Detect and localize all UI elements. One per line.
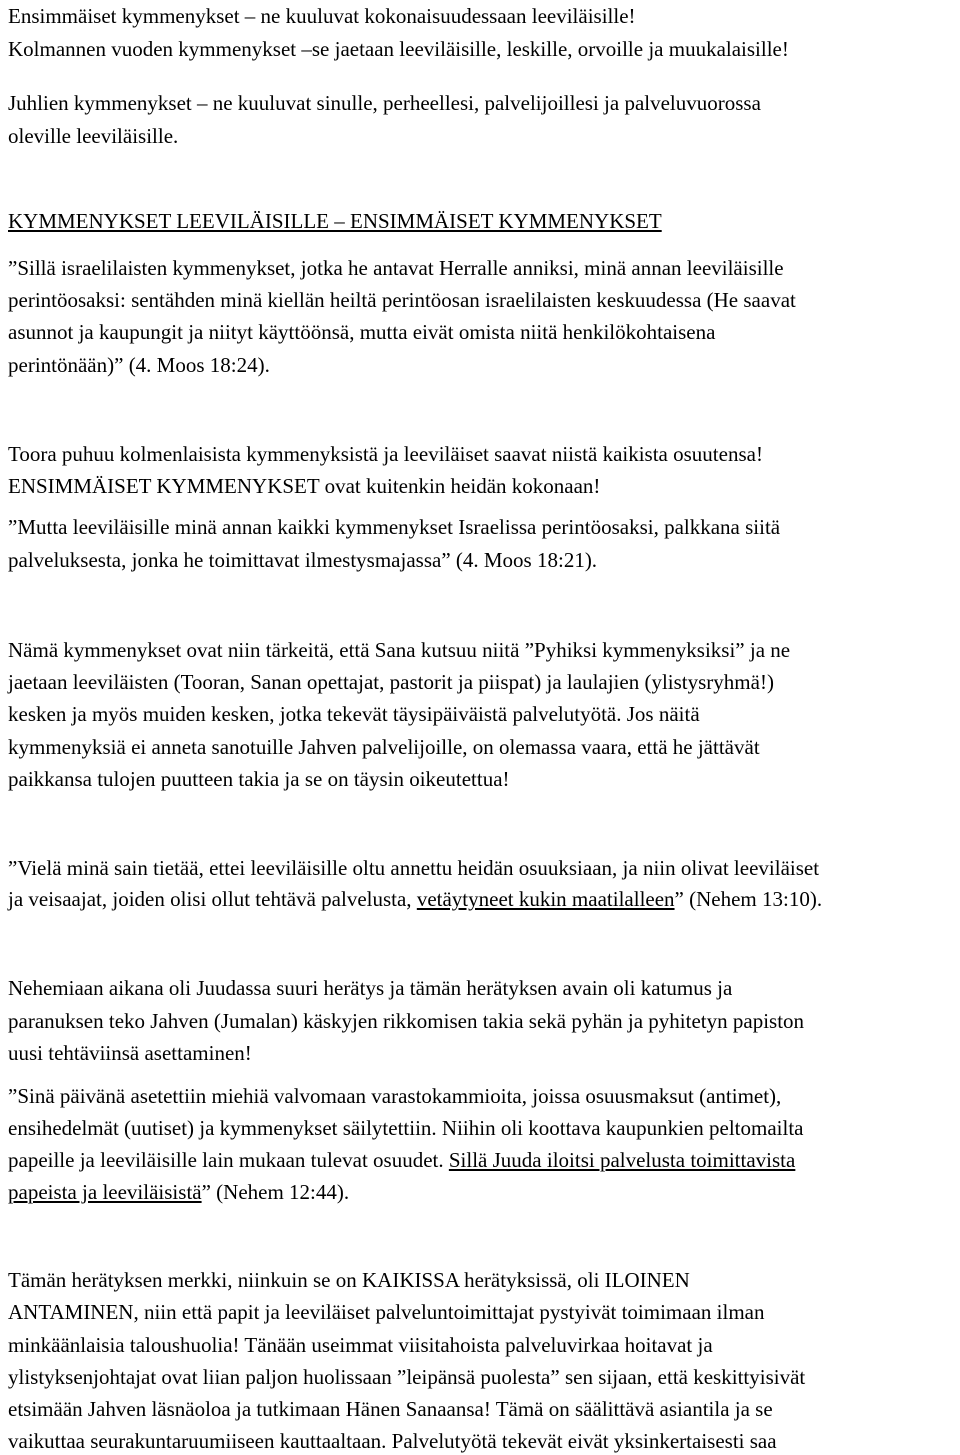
para-revival-line-6: vaikuttaa seurakuntaruumiiseen kauttaaltaan. Palvelutyötä tekevät eivät yksinkertaisesti saa: [8, 1429, 777, 1453]
quote-neh12-44-line-2: ensihedelmät (uutiset) ja kymmenykset säilytettiin. Niihin oli koottava kaupunkien peltomailta: [8, 1116, 804, 1140]
para-nehemiah-line-2: paranuksen teko Jahven (Jumalan) käskyjen rikkomisen takia sekä pyhän ja pyhitetyn papiston: [8, 1009, 805, 1033]
para-revival-line-2: ANTAMINEN, niin että papit ja leeviläiset palveluntoimittajat pystyivät toimimaan ilman: [8, 1300, 765, 1324]
para-holy-tithes-line-1: Nämä kymmenykset ovat niin tärkeitä, että Sana kutsuu niitä ”Pyhiksi kymmenyksiksi” ja ne: [8, 638, 791, 662]
quote-neh13-10-line-2: [8, 887, 822, 911]
intro-line-2: Kolmannen vuoden kymmenykset –se jaetaan leeviläisille, leskille, orvoille ja muukalaisille!: [8, 37, 789, 61]
quote-num18-21-line-1: ”Mutta leeviläisille minä annan kaikki kymmenykset Israelissa perintöosaksi, palkkana siitä: [8, 515, 781, 539]
quote-num18-21-line-2: palveluksesta, jonka he toimittavat ilmestysmajassa” (4. Moos 18:21).: [8, 548, 598, 572]
quote-num18-24-line-4: perintönään)” (4. Moos 18:24).: [8, 353, 270, 377]
para-holy-tithes-line-2: jaetaan leeviläisten (Tooran, Sanan opettajat, pastorit ja piispat) ja laulajien (ylistysryhmä!): [8, 670, 774, 694]
quote-num18-24-line-1: ”Sillä israelilaisten kymmenykset, jotka he antavat Herralle anniksi, minä annan leeviläisille: [8, 256, 784, 280]
para-holy-tithes-line-5: paikkansa tulojen puutteen takia ja se on täysin oikeutettua!: [8, 767, 510, 791]
para-nehemiah-line-1: Nehemiaan aikana oli Juudassa suuri herätys ja tämän herätyksen avain oli katumus ja: [8, 976, 733, 1000]
underlined-phrase: papeista ja leeviläisistä: [8, 1180, 202, 1204]
para-revival-line-1: Tämän herätyksen merkki, niinkuin se on KAIKISSA herätyksissä, oli ILOINEN: [8, 1268, 690, 1292]
para-revival-line-3: minkäänlaisia taloushuolia! Tänään useimmat viisitahoista palveluvirkaa hoitavat ja: [8, 1333, 713, 1357]
underlined-phrase: Sillä Juuda iloitsi palvelusta toimittavista: [448, 1148, 796, 1172]
para-three-kinds-line-2: ENSIMMÄISET KYMMENYKSET ovat kuitenkin heidän kokonaan!: [8, 474, 601, 498]
para-holy-tithes-line-3: kesken ja myös muiden kesken, jotka tekevät täysipäiväistä palvelutyötä. Jos näitä: [8, 702, 700, 726]
para-three-kinds-line-1: Toora puhuu kolmenlaisista kymmenyksistä ja leeviläiset saavat niistä kaikista osuutensa!: [8, 442, 763, 466]
para-nehemiah-line-3: uusi tehtäviinsä asettaminen!: [8, 1041, 252, 1065]
quote-neh12-44-line-4: [8, 1180, 349, 1204]
quote-num18-24-line-3: asunnot ja kaupungit ja niityt käyttöönsä, mutta eivät omista niitä henkilökohtaisena: [8, 320, 716, 344]
quote-num18-24-line-2: perintöosaksi: sentähden minä kiellän heiltä perintöosan israelilaisten keskuudessa (He saavat: [8, 288, 796, 312]
intro-line-1: Ensimmäiset kymmenykset – ne kuuluvat kokonaisuudessaan leeviläisille!: [8, 4, 636, 28]
intro-line-3: Juhlien kymmenykset – ne kuuluvat sinulle, perheellesi, palvelijoillesi ja palveluvuorossa: [8, 91, 761, 115]
quote-neh13-10-text: ja veisaajat, joiden olisi ollut tehtävä palvelusta,: [8, 887, 417, 911]
underlined-phrase: vetäytyneet kukin maatilalleen: [416, 887, 675, 911]
quote-neh12-44-text: papeille ja leeviläisille lain mukaan tulevat osuudet.: [8, 1148, 449, 1172]
section-heading: KYMMENYKSET LEEVILÄISILLE – ENSIMMÄISET KYMMENYKSET: [8, 209, 662, 233]
intro-line-4: oleville leeviläisille.: [8, 124, 179, 148]
quote-neh13-10-reference: ” (Nehem 13:10).: [674, 887, 823, 911]
quote-neh12-44-reference: ” (Nehem 12:44).: [201, 1180, 350, 1204]
para-holy-tithes-line-4: kymmenyksiä ei anneta sanotuille Jahven palvelijoille, on olemassa vaara, että he jättävät: [8, 735, 760, 759]
para-revival-line-5: etsimään Jahven läsnäoloa ja tutkimaan Hänen Sanaansa! Tämä on säälittävä asiantila ja se: [8, 1397, 773, 1421]
quote-neh13-10-line-1: ”Vielä minä sain tietää, ettei leeviläisille oltu annettu heidän osuuksiaan, ja niin olivat leeviläiset: [8, 856, 820, 880]
quote-neh12-44-line-1: ”Sinä päivänä asetettiin miehiä valvomaan varastokammioita, joissa osuusmaksut (antimet),: [8, 1084, 782, 1108]
para-revival-line-4: ylistyksenjohtajat ovat liian paljon huolissaan ”leipänsä puolesta” sen sijaan, että keskittyisivät: [8, 1365, 806, 1389]
quote-neh12-44-line-3: [8, 1148, 795, 1172]
